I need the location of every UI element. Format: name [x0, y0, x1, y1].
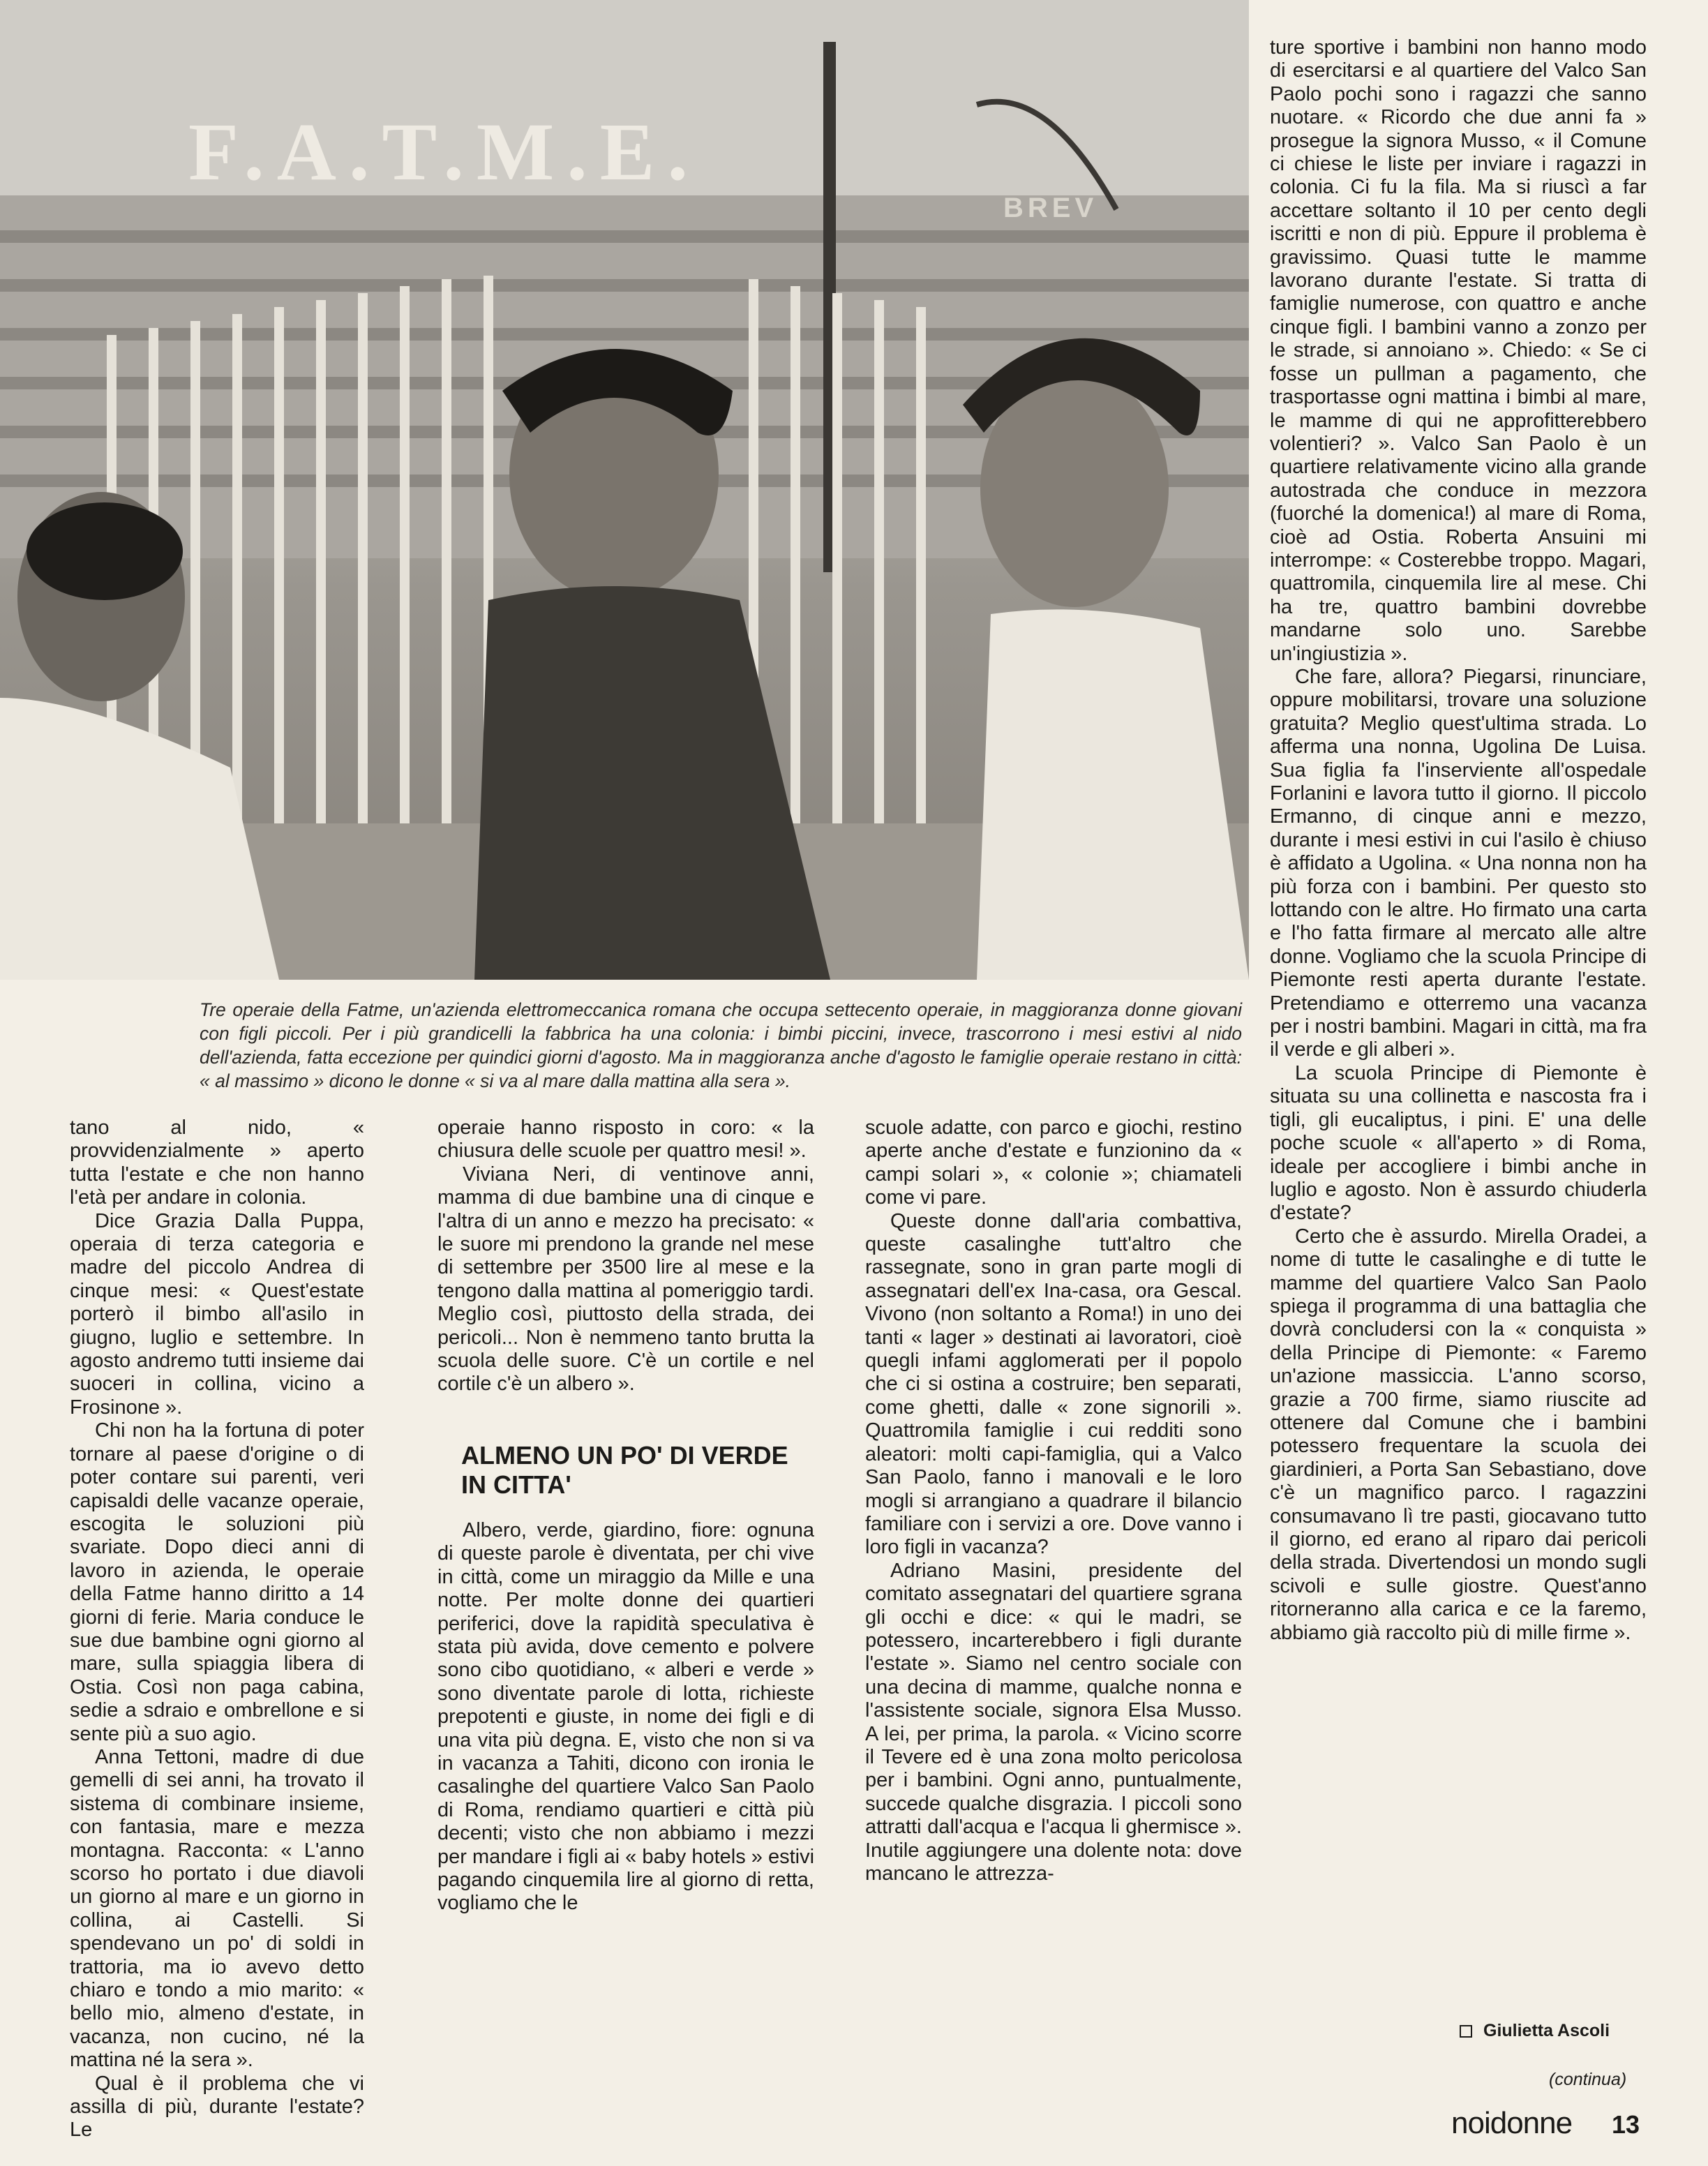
paragraph: Albero, verde, giardino, fiore: ognuna di queste parole è diventata, per chi vive in città, come un miraggio da Mille e una notte. Per molte donne dei quartieri periferici, dove la rapidità speculativa è stata più avida, dove cemento e polvere sono cibo quotidiano, « alberi e verde » sono diventate parole di lotta, richieste prepotenti e giuste, in nome dei figli e di una vita più degna. E, visto che non si va in vacanza a Tahiti, dicono con ironia le casalinghe del quartiere Valco San Paolo di Roma, rendiamo quartieri e città più decenti; visto che non abbiamo i mezzi per mandare i figli ai « baby hotels » estivi pagando cinquemila lire al giorno di retta, vogliamo che le	[437, 1518, 815, 1915]
article-column-3	[865, 1116, 1242, 1885]
section-subhead: ALMENO UN PO' DI VERDE IN CITTA'	[461, 1440, 788, 1499]
paragraph: Chi non ha la fortuna di poter tornare al paese d'origine o di poter contare sui parenti, veri capisaldi delle vacanze operaie, escogita le soluzioni più svariate. Dopo dieci anni di lavoro in azienda, le operaie della Fatme hanno diritto a 14 giorni di ferie. Maria conduce le sue due bambine ogni giorno al mare, sulla spiaggia libera di Ostia. Così non paga cabina, sedie a sdraio e ombrellone e si sente più a suo agio.	[70, 1419, 364, 1745]
paragraph: Dice Grazia Dalla Puppa, operaia di terza categoria e madre del piccolo Andrea di cinque mesi: « Quest'estate porterò il bimbo all'asilo in giugno, luglio e settembre. In agosto andremo tutti insieme dai suoceri in collina, vicino a Frosinone ».	[70, 1209, 364, 1419]
paragraph: Adriano Masini, presidente del comitato assegnatari del quartiere sgrana gli occhi e dice: « qui le madri, se potessero, incarterebbero i figli durante l'estate ». Siamo nel centro sociale con una decina di mamme, qualche nonna e l'assistente sociale, signora Elsa Musso. A lei, per prima, la parola. « Vicino scorre il Tevere ed è una zona molto pericolosa per i bambini. Ogni anno, puntualmente, succede qualche disgrazia. I piccoli sono attratti dall'acqua e l'acqua li ghermisce ». Inutile aggiungere una dolente nota: dove mancano le attrezza-	[865, 1559, 1242, 1885]
paragraph: Qual è il problema che vi assilla di più, durante l'estate? Le	[70, 2072, 364, 2142]
author-name: Giulietta Ascoli	[1483, 2021, 1610, 2040]
article-column-2	[437, 1116, 814, 1915]
photo-caption: Tre operaie della Fatme, un'azienda elettromeccanica romana che occupa settecento operaie, in maggioranza donne giovani con figli piccoli. Per i più grandicelli la fabbrica ha una colonia: i bimbi piccini, invece, trascorrono i mesi estivi al nido dell'azienda, fatta eccezione per quindici giorni d'agosto. Ma in maggioranza anche d'agosto le famiglie operaie restano in città: « al massimo » dicono le donne « si va al mare dalla mattina alla sera ».	[200, 999, 1242, 1091]
paragraph: scuole adatte, con parco e giochi, restino aperte anche d'estate e funzionino da « campi solari », « colonie »; chiamateli come vi pare.	[865, 1116, 1242, 1209]
author-byline	[1460, 2021, 1610, 2041]
paragraph: tano al nido, « provvidenzialmente » aperto tutta l'estate e che non hanno l'età per andare in colonia.	[70, 1116, 364, 1209]
paragraph: ture sportive i bambini non hanno modo di esercitarsi e al quartiere del Valco San Paolo pochi sono i ragazzi che sanno nuotare. « Ricordo che due anni fa » prosegue la signora Musso, « il Comune ci chiese le liste per inviare i ragazzi in colonia. Ci fu la fila. Ma si riuscì a far accettare soltanto il 10 per cento degli iscritti e non di più. Eppure il problema è gravissimo. Quasi tutte le mamme lavorano durante l'estate. Si tratta di famiglie numerose, con quattro e anche cinque figli. I bambini vanno a zonzo per le strade, si annoiano ». Chiedo: « Se ci fosse un pullman a pagamento, che trasportasse ogni mattina i bimbi al mare, le mamme di qui ne approfitterebbero volentieri? ». Valco San Paolo è un quartiere relativamente vicino alla grande autostrada che conduce in mezzora (fuorché la domenica!) al mare di Roma, cioè ad Ostia. Roberta Ansuini mi interrompe: « Costerebbe troppo. Magari, quattromila, cinquemila lire al mese. Chi ha tre, quattro bambini dovrebbe mandarne solo uno. Sarebbe un'ingiustizia ».	[1270, 36, 1647, 665]
paragraph: Viviana Neri, di ventinove anni, mamma di due bambine una di cinque e l'altra di un anno e mezzo ha precisato: « le suore mi prendono la grande nel mese di settembre per 3500 lire al mese e la tengono dalla mattina al pomeriggio tardi. Meglio così, piuttosto della strada, dei pericoli... Non è nemmeno tanto brutta la scuola delle suore. C'è un cortile e nel cortile c'è un albero ».	[437, 1163, 814, 1396]
continued-note: (continua)	[1549, 2070, 1627, 2089]
paragraph: Certo che è assurdo. Mirella Oradei, a nome di tutte le casalinghe e di tutte le mamme del quartiere Valco San Paolo spiega il programma di una battaglia che dovrà concludersi con la « conquista » della Principe di Piemonte: « Faremo un'azione massiccia. L'anno scorso, grazie a 700 firme, siamo riuscite ad ottenere dal Comune che i bambini potessero frequentare la scuola dei giardinieri, a Porta San Sebastiano, dove c'è un magnifico parco. I ragazzini consumavano lì tre pasti, giocavano tutto il giorno, ed erano al riparo dai pericoli della strada. Divertendosi un mondo sugli scivoli e sulle giostre. Quest'anno ritorneranno alla carica e ce la faremo, abbiamo già raccolto più di mille firme ».	[1270, 1225, 1647, 1644]
photo-factory-sign-small: BREV	[1003, 193, 1098, 223]
article-photo	[0, 0, 1249, 980]
photo-factory-sign: F.A.T.M.E.	[188, 106, 701, 197]
paragraph: La scuola Principe di Piemonte è situata su una collinetta e nascosta fra i tigli, gli eucaliptus, i pini. E' una delle poche scuole « all'aperto » di Roma, ideale per accogliere i bimbi anche in luglio e agosto. Non è assurdo chiuderla d'estate?	[1270, 1061, 1647, 1225]
magazine-brand: noidonne	[1451, 2106, 1573, 2140]
paragraph: Che fare, allora? Piegarsi, rinunciare, oppure mobilitarsi, trovare una soluzione gratuita? Meglio quest'ultima strada. Lo afferma una nonna, Ugolina De Luisa. Sua figlia fa l'inserviente all'ospedale Forlanini e lavora tutto il giorno. Il piccolo Ermanno, di cinque anni e mezzo, durante i mesi estivi in cui l'asilo è chiuso è affidato a Ugolina. « Una nonna non ha più forza con i bambini. Per questo sto lottando con le altre. Ho firmato una carta e l'ho fatta firmare al mercato alle altre donne. Vogliamo che la scuola Principe di Piemonte resti aperta durante l'estate. Pretendiamo e otterremo una vacanza per i nostri bambini. Magari in città, ma fra il verde e gli alberi ».	[1270, 665, 1647, 1061]
page-number: 13	[1612, 2110, 1640, 2139]
article-column-4	[1270, 36, 1647, 1645]
article-column-1	[70, 1116, 364, 2142]
square-bullet-icon	[1460, 2025, 1472, 2038]
paragraph: Queste donne dall'aria combattiva, queste casalinghe tutt'altro che rassegnate, sono in gran parte mogli di assegnatari dell'ex Ina-casa, ora Gescal. Vivono (non soltanto a Roma!) in uno dei tanti « lager » destinati ai lavoratori, cioè quegli infami agglomerati per il popolo che ci si ostina a costruire; ben separati, come ghetti, dalle « zone signorili ». Quattromila famiglie i cui redditi sono aleatori: molti capi-famiglia, qui a Valco San Paolo, fanno i manovali e le loro mogli si arrangiano a quadrare il bilancio familiare con i servizi a ore. Dove vanno i loro figli in vacanza?	[865, 1209, 1242, 1559]
paragraph: operaie hanno risposto in coro: « la chiusura delle scuole per quattro mesi! ».	[437, 1116, 814, 1163]
paragraph: Anna Tettoni, madre di due gemelli di sei anni, ha trovato il sistema di combinare insieme, con fantasia, mare e mezza montagna. Racconta: « L'anno scorso ho portato i due diavoli un giorno al mare e un giorno in collina, ai Castelli. Si spendevano un po' di soldi in trattoria, ma io avevo detto chiaro e tondo a mio marito: « bello mio, almeno d'estate, in vacanza, non cucino, né la mattina né la sera ».	[70, 1745, 364, 2072]
